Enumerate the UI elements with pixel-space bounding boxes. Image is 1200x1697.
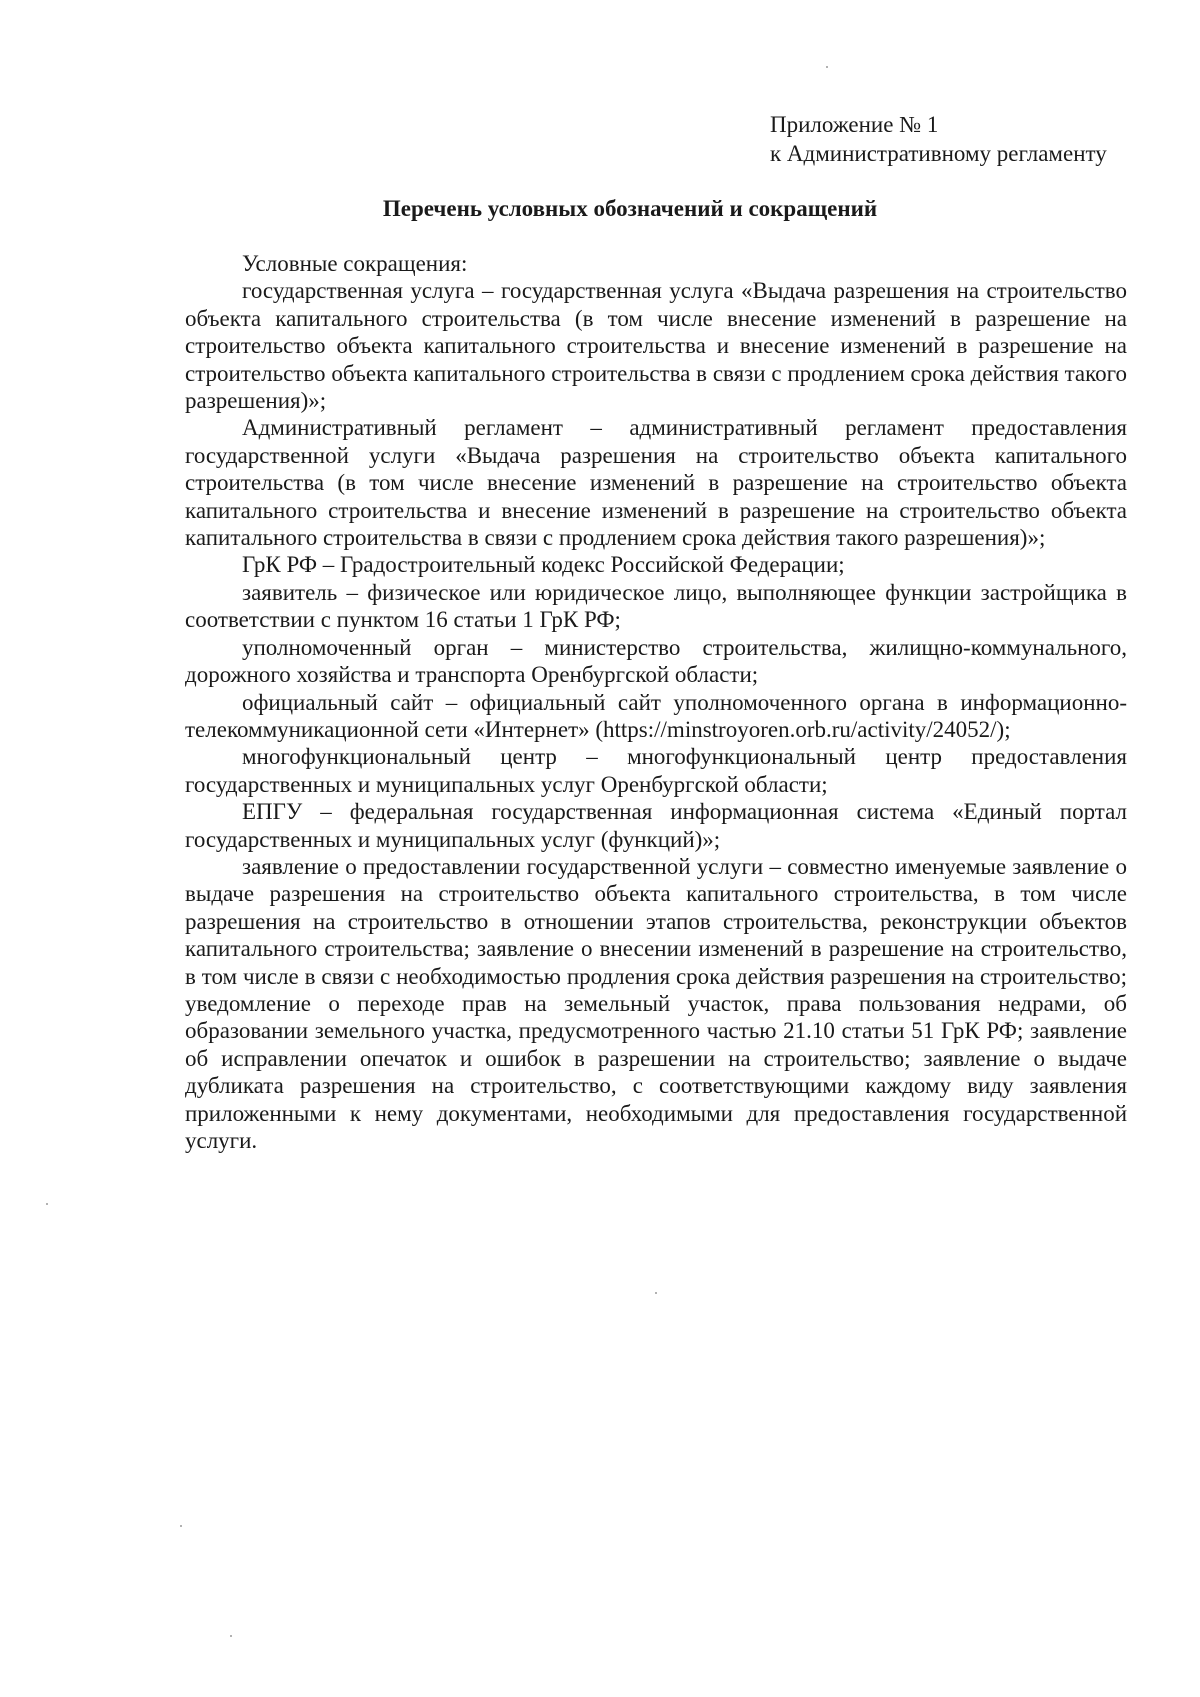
definition-official-site: официальный сайт – официальный сайт уполномоченного органа в информационно-телекоммуникационной сети «Интернет» (https://minstroyoren.orb.ru/activity/24052/); — [185, 689, 1127, 742]
appendix-number: Приложение № 1 — [770, 112, 939, 137]
document-body — [185, 250, 1127, 1154]
definition-admin-regulation: Административный регламент – административный регламент предоставления государственной услуги «Выдача разрешения на строительство объекта капитального строительства (в том числе внесение изменений в разрешение на строительство объекта капитального строительства и внесение изменений в разрешение на строительство объекта капитального строительства в связи с продлением срока действия такого разрешения)»; — [185, 415, 1127, 551]
definition-authorized-body: уполномоченный орган – министерство строительства, жилищно-коммунального, дорожного хозяйства и транспорта Оренбургской области; — [185, 634, 1127, 688]
appendix-header — [770, 110, 1150, 168]
document-title: Перечень условных обозначений и сокращений — [382, 196, 878, 221]
scan-speck — [180, 1525, 182, 1527]
scan-speck — [655, 1292, 657, 1294]
definition-application: заявление о предоставлении государственной услуги – совместно именуемые заявление о выдаче разрешения на строительство объекта капитального строительства, в том числе разрешения на строительство в отношении этапов строительства, реконструкции объектов капитального строительства; заявление о внесении изменений в разрешение на строительство, в том числе в связи с необходимостью продления срока действия разрешения на строительство; уведомление о переходе прав на земельный участок, права пользования недрами, об образовании земельного участка, предусмотренного частью 21.10 статьи 51 ГрК РФ; заявление об исправлении опечаток и ошибок в разрешении на строительство; заявление о выдаче дубликата разрешения на строительство, с соответствующими каждому виду заявления приложенными к нему документами, необходимыми для предоставления государственной услуги. — [185, 853, 1127, 1153]
scan-speck — [230, 1635, 232, 1637]
definition-epgu: ЕПГУ – федеральная государственная информационная система «Единый портал государственных и муниципальных услуг (функций)»; — [185, 799, 1127, 852]
definition-applicant: заявитель – физическое или юридическое лицо, выполняющее функции застройщика в соответствии с пунктом 16 статьи 1 ГрК РФ; — [185, 579, 1127, 633]
scan-speck — [46, 1203, 48, 1205]
definition-state-service: государственная услуга – государственная услуга «Выдача разрешения на строительство объекта капитального строительства (в том числе внесение изменений в разрешение на строительство объекта капитального строительства и внесение изменений в разрешение на строительство объекта капитального строительства в связи с продлением срока действия такого разрешения)»; — [185, 278, 1127, 414]
definition-mfc: многофункциональный центр – многофункциональный центр предоставления государственных и муниципальных услуг Оренбургской области; — [185, 744, 1127, 797]
definition-grk-rf: ГрК РФ – Градостроительный кодекс Российской Федерации; — [242, 552, 845, 578]
appendix-reference: к Административному регламенту — [770, 141, 1107, 166]
section-label: Условные сокращения: — [242, 251, 468, 276]
scan-speck — [826, 66, 828, 68]
